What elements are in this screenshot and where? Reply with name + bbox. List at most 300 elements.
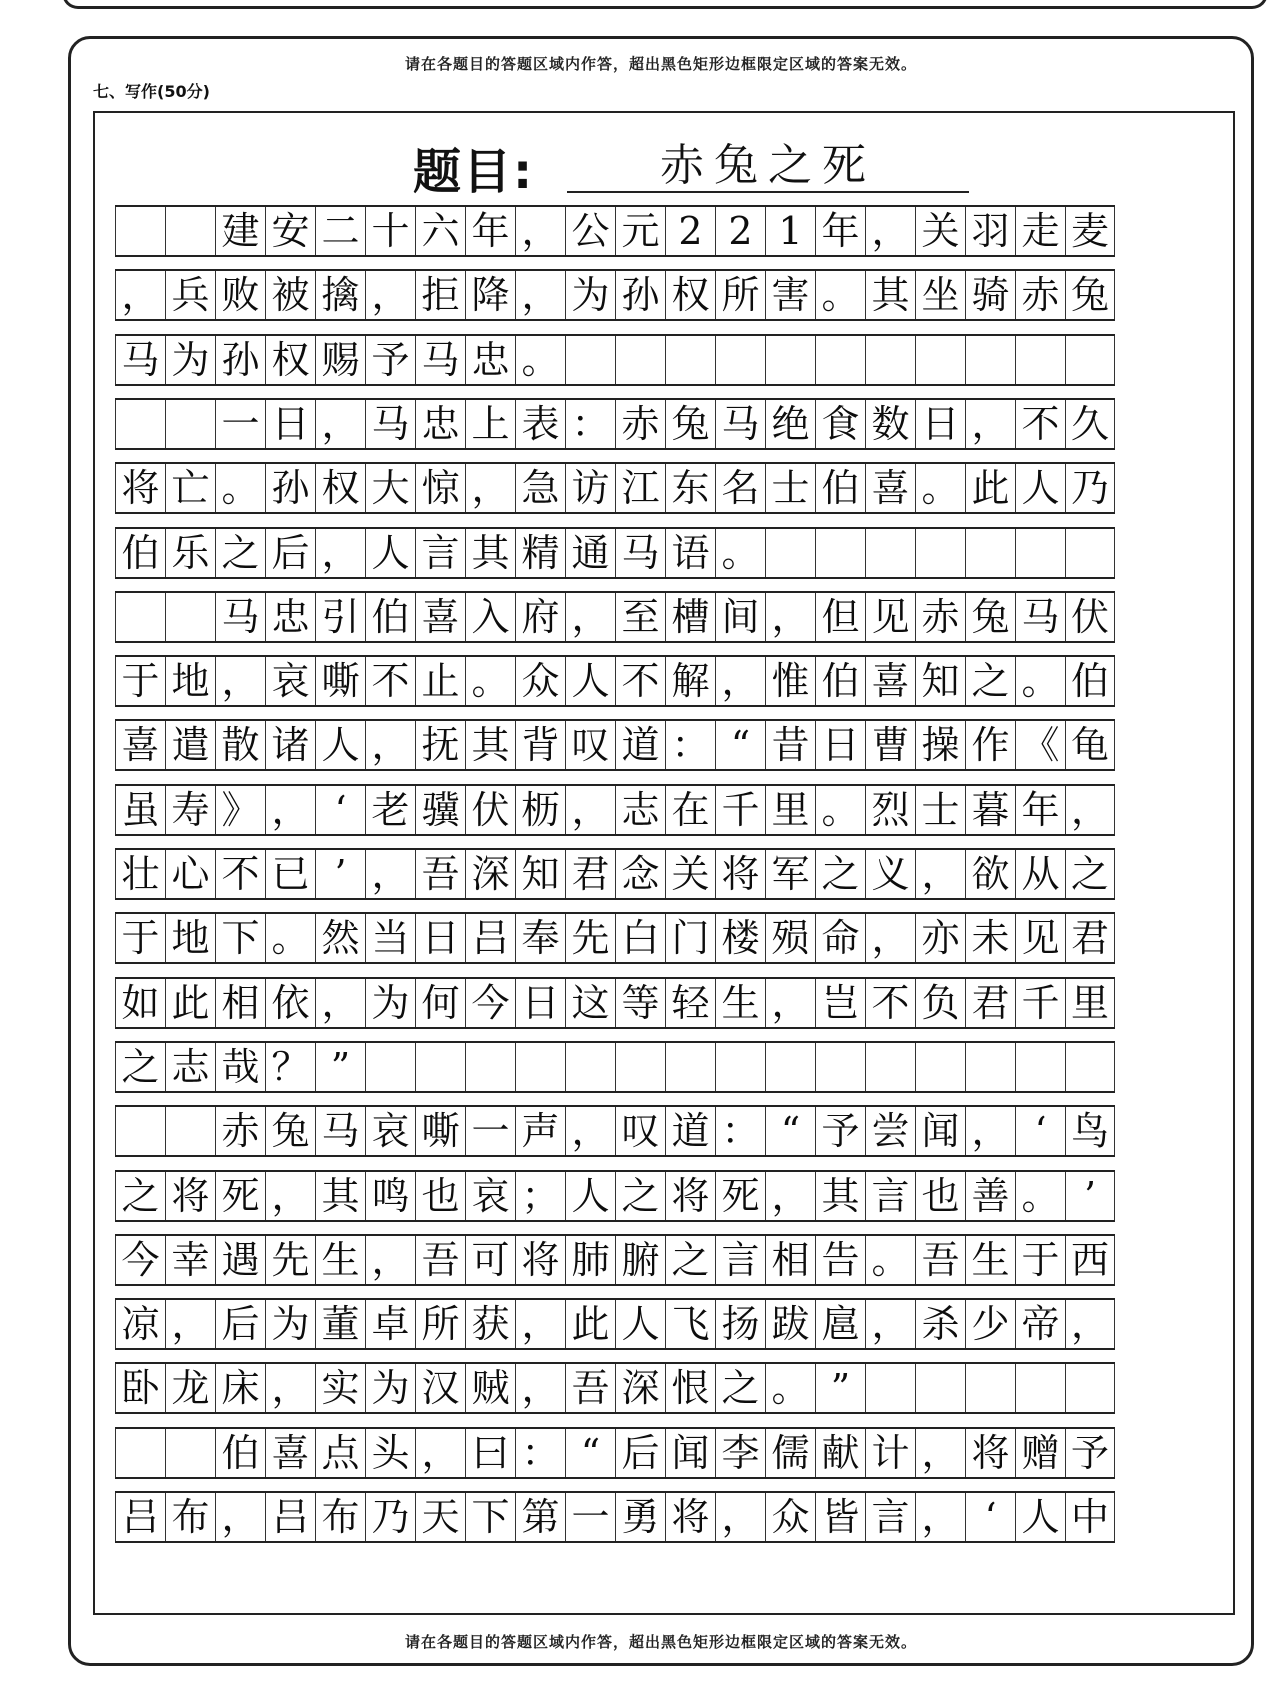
grid-cell: 下 <box>465 1493 515 1541</box>
grid-cell: ， <box>965 400 1015 448</box>
grid-cell: 吕 <box>465 914 515 962</box>
essay-row <box>115 1491 1115 1543</box>
grid-cell: 大 <box>365 464 415 512</box>
topic-label: 题目: <box>413 144 535 200</box>
grid-cell: 日 <box>415 914 465 962</box>
grid-cell: 亦 <box>915 914 965 962</box>
grid-cell: 布 <box>315 1493 365 1541</box>
grid-cell: 吾 <box>915 1236 965 1284</box>
grid-cell <box>965 1043 1015 1091</box>
grid-cell: 拒 <box>415 271 465 319</box>
grid-cell: 不 <box>615 657 665 705</box>
grid-cell: 通 <box>565 529 615 577</box>
grid-cell <box>615 1043 665 1091</box>
grid-cell: 不 <box>1015 400 1065 448</box>
grid-cell: 等 <box>615 979 665 1027</box>
grid-cell: 勇 <box>615 1493 665 1541</box>
grid-cell: ， <box>915 1429 965 1477</box>
grid-cell: 先 <box>565 914 615 962</box>
grid-cell: ， <box>515 271 565 319</box>
grid-cell <box>115 593 165 641</box>
grid-cell: 闻 <box>915 1107 965 1155</box>
grid-cell: ， <box>515 1300 565 1348</box>
grid-cell: 喜 <box>865 464 915 512</box>
grid-cell: ， <box>515 207 565 255</box>
grid-cell: 这 <box>565 979 615 1027</box>
grid-cell: 坐 <box>915 271 965 319</box>
grid-cell: 志 <box>165 1043 215 1091</box>
grid-cell: 头 <box>365 1429 415 1477</box>
grid-cell: 六 <box>415 207 465 255</box>
grid-cell: 在 <box>665 786 715 834</box>
grid-cell: 哀 <box>365 1107 415 1155</box>
grid-cell: 叹 <box>615 1107 665 1155</box>
grid-cell: 赤 <box>615 400 665 448</box>
grid-cell: 后 <box>265 529 315 577</box>
grid-cell: 2 <box>715 207 765 255</box>
grid-cell: 但 <box>815 593 865 641</box>
grid-cell: 孙 <box>615 271 665 319</box>
grid-cell: 生 <box>715 979 765 1027</box>
grid-cell <box>1015 336 1065 384</box>
grid-cell: 获 <box>465 1300 515 1348</box>
grid-cell: 。 <box>1015 1172 1065 1220</box>
grid-cell: 帝 <box>1015 1300 1065 1348</box>
grid-cell: 擒 <box>315 271 365 319</box>
grid-cell: 走 <box>1015 207 1065 255</box>
grid-cell: 恨 <box>665 1364 715 1412</box>
grid-cell: 今 <box>115 1236 165 1284</box>
grid-cell <box>165 1107 215 1155</box>
grid-cell: 年 <box>815 207 865 255</box>
grid-cell: 言 <box>415 529 465 577</box>
grid-cell: 里 <box>765 786 815 834</box>
grid-cell <box>715 336 765 384</box>
grid-cell: 哉 <box>215 1043 265 1091</box>
grid-cell: 十 <box>365 207 415 255</box>
grid-cell: 其 <box>465 721 515 769</box>
grid-cell: 久 <box>1065 400 1115 448</box>
previous-section-frame <box>62 0 1268 9</box>
grid-cell: ， <box>765 1172 815 1220</box>
grid-cell: 为 <box>365 979 415 1027</box>
grid-cell: 西 <box>1065 1236 1115 1284</box>
grid-cell: 绝 <box>765 400 815 448</box>
notice-top: 请在各题目的答题区域内作答，超出黑色矩形边框限定区域的答案无效。 <box>404 55 917 73</box>
grid-cell: 为 <box>565 271 615 319</box>
grid-cell: 实 <box>315 1364 365 1412</box>
grid-cell: 未 <box>965 914 1015 962</box>
grid-cell: ， <box>315 529 365 577</box>
grid-cell: 将 <box>665 1493 715 1541</box>
grid-cell: 之 <box>965 657 1015 705</box>
grid-cell: 日 <box>515 979 565 1027</box>
grid-cell: 吕 <box>265 1493 315 1541</box>
grid-cell: ” <box>315 1043 365 1091</box>
grid-cell: 念 <box>615 850 665 898</box>
essay-row <box>115 1041 1115 1093</box>
grid-cell: 作 <box>965 721 1015 769</box>
grid-cell: ， <box>115 271 165 319</box>
grid-cell: 人 <box>365 529 415 577</box>
grid-cell <box>765 529 815 577</box>
grid-cell: 门 <box>665 914 715 962</box>
essay-row <box>115 1234 1115 1286</box>
grid-cell: 天 <box>415 1493 465 1541</box>
grid-cell: 曰 <box>465 1429 515 1477</box>
grid-cell <box>865 1364 915 1412</box>
grid-cell: 已 <box>265 850 315 898</box>
grid-cell <box>715 1043 765 1091</box>
grid-cell: ， <box>865 1300 915 1348</box>
grid-cell: 下 <box>215 914 265 962</box>
grid-cell: “ <box>715 721 765 769</box>
grid-cell: 访 <box>565 464 615 512</box>
grid-cell <box>765 336 815 384</box>
grid-cell: ， <box>565 1107 615 1155</box>
grid-cell: 止 <box>415 657 465 705</box>
grid-cell: 马 <box>115 336 165 384</box>
grid-cell <box>965 529 1015 577</box>
grid-cell <box>1065 529 1115 577</box>
grid-cell: ， <box>1065 1300 1115 1348</box>
grid-cell: 忠 <box>265 593 315 641</box>
grid-cell: ’ <box>315 850 365 898</box>
grid-cell: 汉 <box>415 1364 465 1412</box>
grid-cell <box>915 336 965 384</box>
grid-cell: 吾 <box>565 1364 615 1412</box>
grid-cell <box>365 1043 415 1091</box>
grid-cell: 。 <box>465 657 515 705</box>
essay-row <box>115 269 1115 321</box>
grid-cell: 骑 <box>965 271 1015 319</box>
grid-cell: 暮 <box>965 786 1015 834</box>
grid-cell: 语 <box>665 529 715 577</box>
grid-cell: 兔 <box>1065 271 1115 319</box>
grid-cell: 之 <box>665 1236 715 1284</box>
grid-cell: 。 <box>865 1236 915 1284</box>
grid-cell <box>915 529 965 577</box>
grid-cell: 日 <box>815 721 865 769</box>
grid-cell <box>815 529 865 577</box>
grid-cell: 。 <box>515 336 565 384</box>
grid-cell: 龟 <box>1065 721 1115 769</box>
grid-cell <box>165 207 215 255</box>
essay-row <box>115 784 1115 836</box>
grid-cell: 君 <box>965 979 1015 1027</box>
grid-cell: 扬 <box>715 1300 765 1348</box>
essay-row <box>115 591 1115 643</box>
grid-cell: ， <box>515 1364 565 1412</box>
grid-cell: 伯 <box>365 593 415 641</box>
grid-cell: 人 <box>1015 464 1065 512</box>
essay-row <box>115 398 1115 450</box>
grid-cell: 兵 <box>165 271 215 319</box>
grid-cell <box>165 593 215 641</box>
grid-cell: ‘ <box>965 1493 1015 1541</box>
grid-cell: 负 <box>915 979 965 1027</box>
grid-cell: 李 <box>715 1429 765 1477</box>
grid-cell: 军 <box>765 850 815 898</box>
grid-cell: 志 <box>615 786 665 834</box>
grid-cell: 见 <box>1015 914 1065 962</box>
grid-cell: 马 <box>715 400 765 448</box>
grid-cell: 杀 <box>915 1300 965 1348</box>
grid-cell: 闻 <box>665 1429 715 1477</box>
grid-cell: 千 <box>1015 979 1065 1027</box>
grid-cell: 惟 <box>765 657 815 705</box>
grid-cell: 将 <box>515 1236 565 1284</box>
grid-cell: 一 <box>465 1107 515 1155</box>
grid-cell: 孙 <box>215 336 265 384</box>
grid-cell: 后 <box>615 1429 665 1477</box>
grid-cell: 相 <box>765 1236 815 1284</box>
grid-cell <box>165 1429 215 1477</box>
grid-cell: 命 <box>815 914 865 962</box>
grid-cell: ’ <box>1065 1172 1115 1220</box>
grid-cell: 其 <box>465 529 515 577</box>
grid-cell: 善 <box>965 1172 1015 1220</box>
grid-cell: ， <box>315 400 365 448</box>
grid-cell: 麦 <box>1065 207 1115 255</box>
grid-cell: 此 <box>565 1300 615 1348</box>
grid-cell <box>765 1043 815 1091</box>
grid-cell: 赤 <box>1015 271 1065 319</box>
grid-cell: ？ <box>265 1043 315 1091</box>
grid-cell: 骥 <box>415 786 465 834</box>
notice-bottom: 请在各题目的答题区域内作答，超出黑色矩形边框限定区域的答案无效。 <box>404 1633 917 1651</box>
essay-row <box>115 719 1115 771</box>
grid-cell: 中 <box>1065 1493 1115 1541</box>
grid-cell: ， <box>865 207 915 255</box>
grid-cell: 虽 <box>115 786 165 834</box>
grid-cell: 为 <box>165 336 215 384</box>
grid-cell: 之 <box>715 1364 765 1412</box>
grid-cell: ， <box>565 786 615 834</box>
grid-cell <box>1065 1043 1115 1091</box>
grid-cell: 贼 <box>465 1364 515 1412</box>
grid-cell: ， <box>365 850 415 898</box>
grid-cell: ， <box>965 1107 1015 1155</box>
grid-cell: 权 <box>665 271 715 319</box>
grid-cell: 之 <box>615 1172 665 1220</box>
grid-cell: 于 <box>1015 1236 1065 1284</box>
grid-cell: 众 <box>515 657 565 705</box>
grid-cell: 2 <box>665 207 715 255</box>
grid-cell: 《 <box>1015 721 1065 769</box>
grid-cell: 卓 <box>365 1300 415 1348</box>
grid-cell: 幸 <box>165 1236 215 1284</box>
grid-cell: ， <box>915 1493 965 1541</box>
grid-cell: ， <box>765 979 815 1027</box>
grid-cell <box>1015 1043 1065 1091</box>
grid-cell: 》 <box>215 786 265 834</box>
grid-cell: 扈 <box>815 1300 865 1348</box>
grid-cell: ， <box>215 1493 265 1541</box>
grid-cell: 吾 <box>415 1236 465 1284</box>
grid-cell: “ <box>565 1429 615 1477</box>
grid-cell: 鸣 <box>365 1172 415 1220</box>
grid-cell: 殒 <box>765 914 815 962</box>
grid-cell: 里 <box>1065 979 1115 1027</box>
grid-cell: 背 <box>515 721 565 769</box>
grid-cell: 二 <box>315 207 365 255</box>
grid-cell: 兔 <box>965 593 1015 641</box>
essay-row <box>115 527 1115 579</box>
grid-cell: 不 <box>365 657 415 705</box>
grid-cell: ： <box>715 1107 765 1155</box>
grid-cell: 深 <box>465 850 515 898</box>
grid-cell: 此 <box>965 464 1015 512</box>
grid-cell: 解 <box>665 657 715 705</box>
grid-cell: 嘶 <box>315 657 365 705</box>
grid-cell: 其 <box>315 1172 365 1220</box>
grid-cell: ， <box>365 721 415 769</box>
grid-cell: 轻 <box>665 979 715 1027</box>
grid-cell: 江 <box>615 464 665 512</box>
grid-cell: 其 <box>815 1172 865 1220</box>
grid-cell: 董 <box>315 1300 365 1348</box>
grid-cell: 急 <box>515 464 565 512</box>
grid-cell <box>915 1364 965 1412</box>
essay-row <box>115 1170 1115 1222</box>
grid-cell: 元 <box>615 207 665 255</box>
grid-cell: ： <box>565 400 615 448</box>
grid-cell: 凉 <box>115 1300 165 1348</box>
grid-cell: ‘ <box>1015 1107 1065 1155</box>
grid-cell: 忠 <box>465 336 515 384</box>
grid-cell: 公 <box>565 207 615 255</box>
grid-cell: 枥 <box>515 786 565 834</box>
grid-cell: ， <box>565 593 615 641</box>
grid-cell: 肺 <box>565 1236 615 1284</box>
grid-cell: 精 <box>515 529 565 577</box>
grid-cell: 欲 <box>965 850 1015 898</box>
grid-cell: 死 <box>215 1172 265 1220</box>
grid-cell <box>165 400 215 448</box>
grid-cell: 予 <box>815 1107 865 1155</box>
essay-row <box>115 655 1115 707</box>
grid-cell: 吕 <box>115 1493 165 1541</box>
grid-cell <box>665 336 715 384</box>
grid-cell: 计 <box>865 1429 915 1477</box>
grid-cell: 马 <box>365 400 415 448</box>
essay-row <box>115 1298 1115 1350</box>
grid-cell: 伯 <box>115 529 165 577</box>
grid-cell: 安 <box>265 207 315 255</box>
essay-row <box>115 912 1115 964</box>
topic-value: 赤兔之死 <box>660 140 876 191</box>
grid-cell: 千 <box>715 786 765 834</box>
grid-cell: 叹 <box>565 721 615 769</box>
grid-cell: 。 <box>715 529 765 577</box>
grid-cell: 哀 <box>465 1172 515 1220</box>
grid-cell: 当 <box>365 914 415 962</box>
grid-cell: 权 <box>265 336 315 384</box>
grid-cell: 地 <box>165 657 215 705</box>
grid-cell: 岂 <box>815 979 865 1027</box>
grid-cell: 。 <box>915 464 965 512</box>
grid-cell: 人 <box>565 1172 615 1220</box>
grid-cell <box>865 336 915 384</box>
grid-cell: ， <box>165 1300 215 1348</box>
grid-cell <box>615 336 665 384</box>
grid-cell: 诸 <box>265 721 315 769</box>
grid-cell: 相 <box>215 979 265 1027</box>
grid-cell <box>1065 1364 1115 1412</box>
grid-cell: 将 <box>965 1429 1015 1477</box>
grid-cell: 权 <box>315 464 365 512</box>
grid-cell: 献 <box>815 1429 865 1477</box>
grid-cell: 跋 <box>765 1300 815 1348</box>
grid-cell: 布 <box>165 1493 215 1541</box>
grid-cell: 马 <box>615 529 665 577</box>
grid-cell: 地 <box>165 914 215 962</box>
grid-cell: 道 <box>615 721 665 769</box>
grid-cell: ， <box>315 979 365 1027</box>
answer-sheet <box>68 36 1254 1666</box>
grid-cell: 赤 <box>915 593 965 641</box>
grid-cell: 今 <box>465 979 515 1027</box>
essay-row <box>115 848 1115 900</box>
grid-cell: 众 <box>765 1493 815 1541</box>
grid-cell: 被 <box>265 271 315 319</box>
grid-cell: ： <box>515 1429 565 1477</box>
grid-cell: 何 <box>415 979 465 1027</box>
grid-cell <box>965 336 1015 384</box>
grid-cell: 烈 <box>865 786 915 834</box>
grid-cell <box>815 1043 865 1091</box>
grid-cell: 喜 <box>415 593 465 641</box>
grid-cell: 喜 <box>115 721 165 769</box>
grid-cell: 昔 <box>765 721 815 769</box>
grid-cell: 入 <box>465 593 515 641</box>
grid-cell: 壮 <box>115 850 165 898</box>
grid-cell: 马 <box>315 1107 365 1155</box>
grid-cell: 名 <box>715 464 765 512</box>
answer-box <box>93 111 1235 1615</box>
grid-cell: 床 <box>215 1364 265 1412</box>
grid-cell: 寿 <box>165 786 215 834</box>
grid-cell: 言 <box>715 1236 765 1284</box>
section-title: 七、写作(50分) <box>93 82 210 101</box>
grid-cell: 遇 <box>215 1236 265 1284</box>
grid-cell: ： <box>665 721 715 769</box>
topic-row <box>95 119 1233 199</box>
grid-cell <box>1065 336 1115 384</box>
grid-cell: 予 <box>1065 1429 1115 1477</box>
grid-cell: 一 <box>565 1493 615 1541</box>
grid-cell: 降 <box>465 271 515 319</box>
grid-cell: 害 <box>765 271 815 319</box>
grid-cell: ， <box>265 1172 315 1220</box>
grid-cell: 乃 <box>1065 464 1115 512</box>
grid-cell: 先 <box>265 1236 315 1284</box>
grid-cell: 败 <box>215 271 265 319</box>
grid-cell: 。 <box>815 271 865 319</box>
grid-cell: 之 <box>815 850 865 898</box>
grid-cell: 后 <box>215 1300 265 1348</box>
grid-cell: 喜 <box>265 1429 315 1477</box>
grid-cell: 言 <box>865 1172 915 1220</box>
grid-cell: 惊 <box>415 464 465 512</box>
grid-cell <box>565 1043 615 1091</box>
grid-cell: “ <box>765 1107 815 1155</box>
grid-cell: 士 <box>915 786 965 834</box>
grid-cell: ” <box>815 1364 865 1412</box>
grid-cell: 于 <box>115 914 165 962</box>
grid-cell: 龙 <box>165 1364 215 1412</box>
